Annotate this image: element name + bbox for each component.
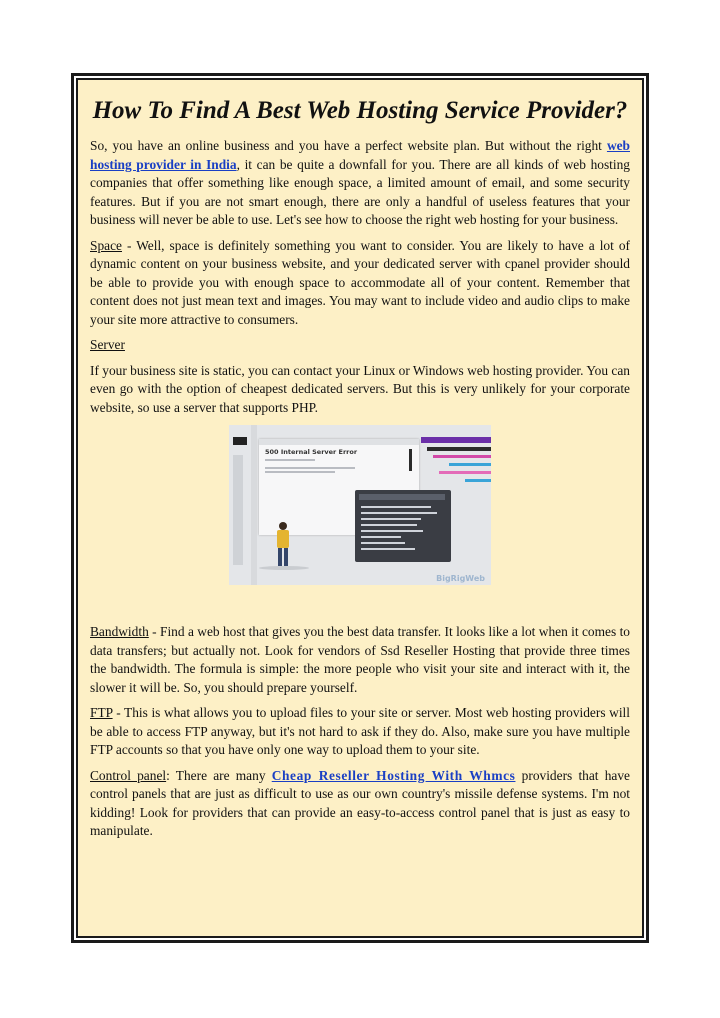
server-heading: Server <box>90 337 125 352</box>
server-error-illustration <box>229 425 491 585</box>
page-title: How To Find A Best Web Hosting Service Provider? <box>92 97 628 124</box>
bandwidth-heading: Bandwidth <box>90 624 149 639</box>
document-body <box>76 78 644 938</box>
intro-text-post: , it can be quite a downfall for you. There are all kinds of web hosting companies that offer something like enough space, a limited amount of email, and some security features. But if you are not smart enough, there are only a handful of useless features that your business will never be able to use. Let's see how to choose the right web hosting for your business. <box>90 156 631 227</box>
control-panel-text-pre: : There are many <box>166 767 272 783</box>
ftp-paragraph <box>90 704 630 760</box>
control-panel-paragraph <box>90 767 630 841</box>
error-title: 500 Internal Server Error <box>265 448 358 456</box>
document-frame <box>71 73 649 943</box>
illustration-container <box>90 425 630 585</box>
person-figure <box>279 522 287 530</box>
terminal-window <box>355 490 451 562</box>
ftp-text: - This is what allows you to upload files to your site or server. Most web hosting providers will be able to access FTP anyway, but it's not hard to ask if they do. Also, make sure you have multiple FTP accounts so that you have only one way to upload them to your site. <box>90 705 630 757</box>
cheap-reseller-hosting-link[interactable]: Cheap Reseller Hosting With Whmcs <box>271 767 516 783</box>
space-text: - Well, space is definitely something you want to consider. You are likely to have a lot of dynamic content on your business website, and your dedicated server with cpanel provider should be able to provide you with enough space to accommodate all of your content. Remember that content does not just mean text and images. You may want to include video and audio clips to make your site more attractive to consumers. <box>90 237 630 327</box>
bandwidth-paragraph <box>90 623 630 697</box>
server-paragraph: If your business site is static, you can contact your Linux or Windows web hosting provider. You can even go with the option of cheapest dedicated servers. But this is very unlikely for your corporate website, so use a server that supports PHP. <box>90 362 630 415</box>
control-panel-heading: Control panel <box>90 767 167 783</box>
brand-watermark: BigRigWeb <box>436 574 485 583</box>
web-hosting-india-link[interactable]: web hosting provider in India <box>90 138 630 172</box>
space-heading: Space <box>90 237 122 253</box>
space-paragraph <box>90 237 630 330</box>
control-panel-text-post: providers that have control panels that are just as difficult to use as our own country's missile defense systems. I'm not kidding! Look for providers that can provide an easy-to-access control panel that is just as easy to manipulate. <box>90 767 630 838</box>
intro-paragraph <box>90 137 630 230</box>
bandwidth-text: - Find a web host that gives you the best data transfer. It looks like a lot when it comes to data transfers; but actually not. Look for vendors of Ssd Reseller Hosting that provide three times the bandwidth. The formula is simple: the more people who visit your site and interact with it, the slower it will be. So, you should prepare yourself. <box>90 624 630 695</box>
server-heading-paragraph <box>90 336 630 355</box>
intro-text-pre: So, you have an online business and you have a perfect website plan. But without the right <box>90 138 607 153</box>
ftp-heading: FTP <box>90 705 113 720</box>
